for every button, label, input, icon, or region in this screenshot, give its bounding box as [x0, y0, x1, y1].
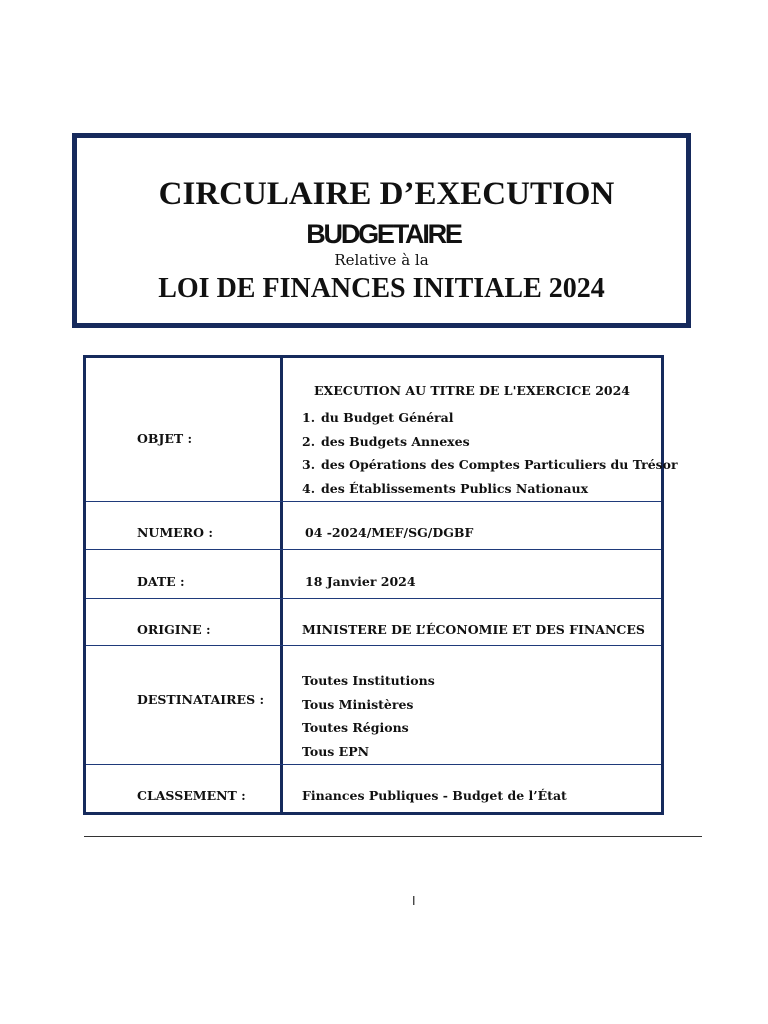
document-law-title: LOI DE FINANCES INITIALE 2024	[158, 273, 605, 304]
table-row-numero	[86, 501, 661, 549]
list-item: 2. des Budgets Annexes	[302, 433, 470, 449]
objet-label: OBJET :	[137, 431, 193, 446]
list-item: 1. du Budget Général	[302, 410, 454, 425]
info-table	[83, 355, 678, 815]
date-value: 18 Janvier 2024	[305, 574, 416, 589]
list-item: Toutes Régions	[302, 720, 409, 735]
document-title-line2: BUDGETAIRE	[306, 219, 461, 249]
table-row-classement	[86, 764, 661, 812]
list-item: Toutes Institutions	[302, 673, 435, 688]
origine-value: MINISTERE DE L’ÉCONOMIE ET DES FINANCES	[302, 622, 645, 637]
numero-label: NUMERO :	[137, 525, 213, 540]
column-divider	[280, 646, 283, 764]
document-subtitle: Relative à la	[334, 251, 429, 269]
classement-label: CLASSEMENT :	[137, 788, 246, 803]
destinataires-label: DESTINATAIRES :	[137, 692, 265, 707]
document-title: CIRCULAIRE D’EXECUTION	[158, 176, 615, 212]
table-row-objet	[86, 358, 678, 501]
list-item: 3. des Opérations des Comptes Particuliers du Trésor	[302, 457, 678, 472]
objet-heading: EXECUTION AU TITRE DE L'EXERCICE 2024	[314, 383, 630, 398]
list-item: 4. des Établissements Publics Nationaux	[302, 480, 589, 496]
column-divider	[280, 765, 283, 812]
column-divider	[280, 550, 283, 598]
origine-label: ORIGINE :	[137, 622, 211, 637]
footer-divider	[84, 836, 702, 837]
table-row-origine	[86, 598, 661, 645]
numero-value: 04 -2024/MEF/SG/DGBF	[305, 525, 474, 540]
date-label: DATE :	[137, 574, 185, 589]
destinataires-list	[302, 669, 435, 763]
list-item: Tous EPN	[302, 743, 370, 759]
column-divider	[280, 599, 283, 645]
list-item: Tous Ministères	[302, 696, 414, 712]
classement-value: Finances Publiques - Budget de l’État	[302, 788, 567, 803]
column-divider	[280, 358, 283, 501]
column-divider	[280, 502, 283, 549]
table-row-destinataires	[86, 645, 661, 764]
title-box	[72, 133, 691, 328]
table-row-date	[86, 549, 661, 598]
page-number: I	[412, 894, 416, 908]
objet-list	[302, 406, 678, 500]
